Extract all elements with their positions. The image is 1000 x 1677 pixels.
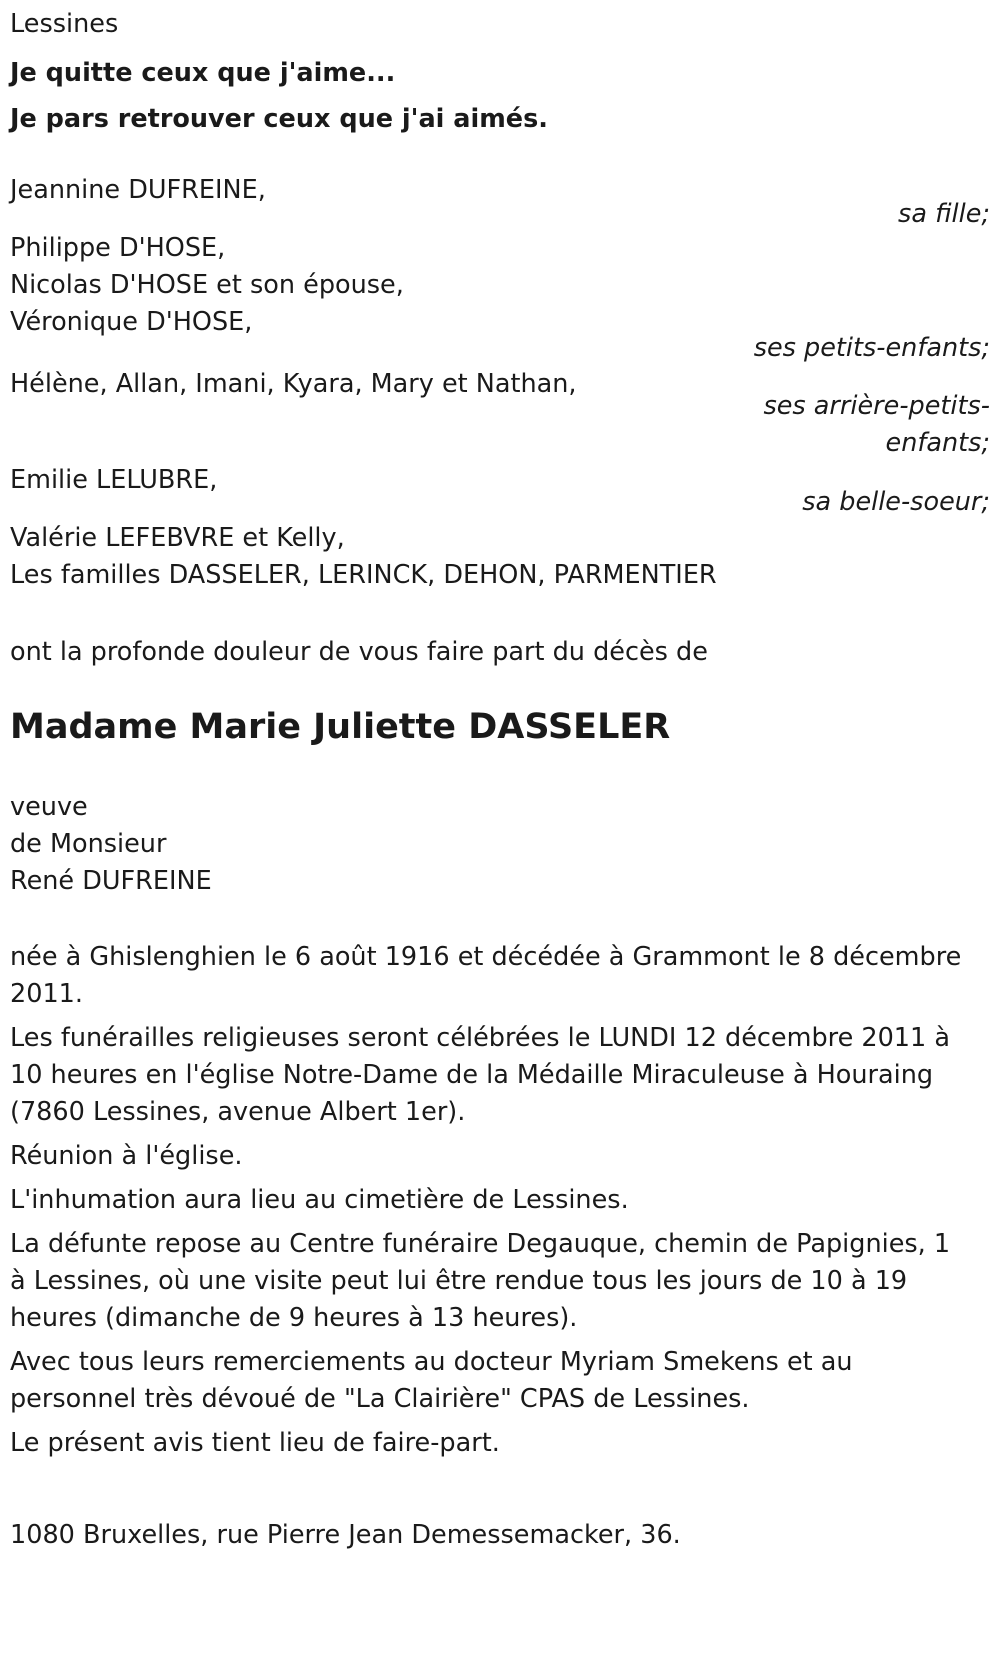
funeral-paragraph xyxy=(10,1020,990,1131)
great-grandchildren-role-line-1: ses arrière-petits- xyxy=(763,391,990,421)
address: 1080 Bruxelles, rue Pierre Jean Demessemacker, 36. xyxy=(10,1520,681,1550)
widow-line: René DUFREINE xyxy=(10,866,212,896)
great-grandchildren-role xyxy=(763,388,990,462)
city: Lessines xyxy=(10,9,119,39)
grandchild-name: Philippe D'HOSE, xyxy=(10,233,226,263)
grandchild-name: Véronique D'HOSE, xyxy=(10,307,253,337)
deceased-name: Madame Marie Juliette DASSELER xyxy=(10,707,671,747)
sister-in-law-name: Emilie LELUBRE, xyxy=(10,465,218,495)
text-line: La défunte repose au Centre funéraire Degauque, chemin de Papignies, 1 xyxy=(10,1229,951,1259)
meeting-paragraph xyxy=(10,1138,990,1175)
great-grandchildren-role-line-2: enfants; xyxy=(885,428,990,458)
text-line: 10 heures en l'église Notre-Dame de la Médaille Miraculeuse à Houraing xyxy=(10,1060,934,1090)
daughter-name: Jeannine DUFREINE, xyxy=(10,175,266,205)
details xyxy=(10,939,990,1469)
daughter-role: sa fille; xyxy=(898,199,990,229)
text-line: (7860 Lessines, avenue Albert 1er). xyxy=(10,1097,466,1127)
text-line: Les funérailles religieuses seront célébrées le LUNDI 12 décembre 2011 à xyxy=(10,1023,950,1053)
announcement: ont la profonde douleur de vous faire part du décès de xyxy=(10,637,708,667)
text-line: Le présent avis tient lieu de faire-part. xyxy=(10,1428,500,1458)
grandchildren-role: ses petits-enfants; xyxy=(753,333,990,363)
text-line: Avec tous leurs remerciements au docteur Myriam Smekens et au xyxy=(10,1347,853,1377)
quote-line-2: Je pars retrouver ceux que j'ai aimés. xyxy=(10,104,548,134)
text-line: heures (dimanche de 9 heures à 13 heures). xyxy=(10,1303,578,1333)
widow-line: veuve xyxy=(10,792,88,822)
quote xyxy=(10,50,548,142)
widow-of xyxy=(10,789,212,900)
visitation-paragraph xyxy=(10,1226,990,1337)
grandchild-name: Nicolas D'HOSE et son épouse, xyxy=(10,270,404,300)
great-grandchildren-names: Hélène, Allan, Imani, Kyara, Mary et Nathan, xyxy=(10,369,577,399)
thanks-paragraph xyxy=(10,1344,990,1418)
quote-line-1: Je quitte ceux que j'aime... xyxy=(10,58,396,88)
other-family-line: Les familles DASSELER, LERINCK, DEHON, PARMENTIER xyxy=(10,560,717,590)
notice-paragraph xyxy=(10,1425,990,1462)
text-line: née à Ghislenghien le 6 août 1916 et décédée à Grammont le 8 décembre xyxy=(10,942,962,972)
other-family-line: Valérie LEFEBVRE et Kelly, xyxy=(10,523,345,553)
text-line: L'inhumation aura lieu au cimetière de Lessines. xyxy=(10,1185,629,1215)
sister-in-law-role: sa belle-soeur; xyxy=(802,487,990,517)
other-family xyxy=(10,520,717,594)
birth-death-paragraph xyxy=(10,939,990,1013)
text-line: 2011. xyxy=(10,979,84,1009)
text-line: personnel très dévoué de "La Clairière" CPAS de Lessines. xyxy=(10,1384,750,1414)
text-line: à Lessines, où une visite peut lui être rendue tous les jours de 10 à 19 xyxy=(10,1266,908,1296)
text-line: Réunion à l'église. xyxy=(10,1141,243,1171)
grandchildren-list xyxy=(10,230,404,341)
burial-paragraph xyxy=(10,1182,990,1219)
widow-line: de Monsieur xyxy=(10,829,167,859)
